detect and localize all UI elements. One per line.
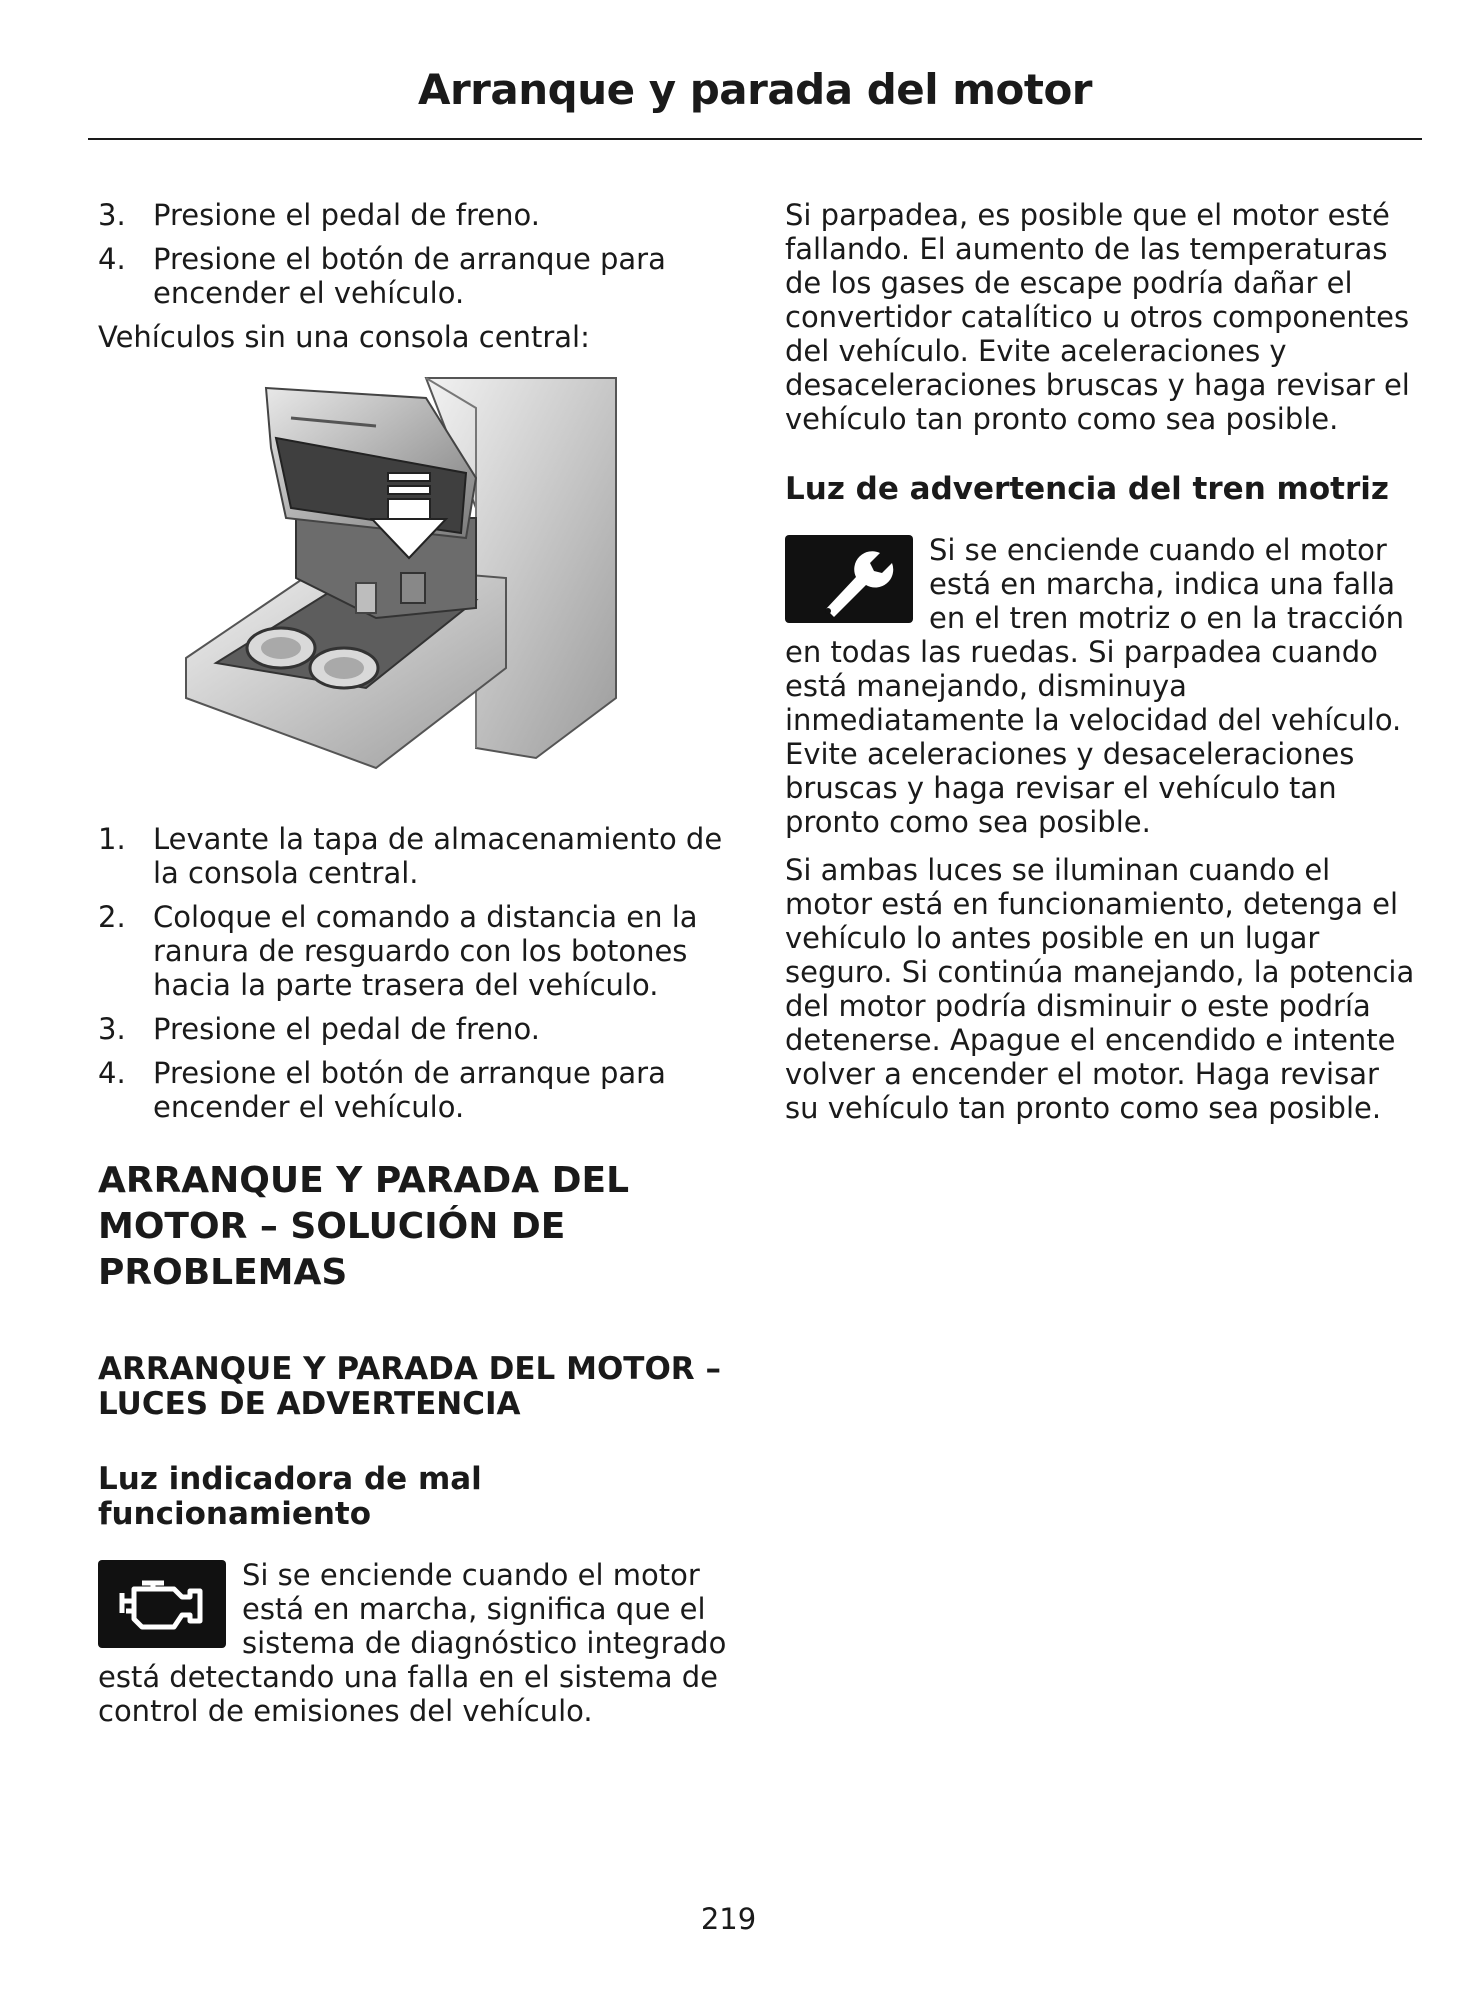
mil-text: Si se enciende cuando el motor está en marcha, significa que el sistema de diagnóstico integrado está detectando una falla en el sistema de control de emisiones del vehículo.: [98, 1558, 727, 1728]
no-console-note: Vehículos sin una consola central:: [98, 320, 590, 354]
subsection-heading: ARRANQUE Y PARADA DEL MOTOR – LUCES DE ADVERTENCIA: [98, 1351, 721, 1422]
steps-list-top: [98, 198, 728, 310]
page-header: [88, 62, 1422, 140]
list-item: 4. Presione el botón de arranque para encender el vehículo.: [98, 242, 666, 310]
left-column: [98, 198, 728, 1742]
section-heading: ARRANQUE Y PARADA DEL MOTOR – SOLUCIÓN DE PROBLEMAS: [98, 1160, 630, 1293]
mil-heading: Luz indicadora de mal funcionamiento: [98, 1461, 482, 1532]
page-title: Arranque y parada del motor: [417, 65, 1093, 114]
check-engine-icon: [98, 1560, 226, 1648]
both-lights-text: Si ambas luces se iluminan cuando el motor está en funcionamiento, detenga el vehículo lo antes posible en un lugar seguro. Si continúa manejando, la potencia del motor podría disminuir o este podría detenerse. Apague el encendido e intente volver a encender el motor. Haga revisar su vehículo tan pronto como sea posible.: [785, 853, 1415, 1125]
list-item: 2. Coloque el comando a distancia en la ranura de resguardo con los botones hacia la parte trasera del vehículo.: [98, 900, 698, 1002]
page-number: 219: [700, 1902, 757, 1936]
list-item: 4. Presione el botón de arranque para encender el vehículo.: [98, 1056, 666, 1124]
powertrain-heading: Luz de advertencia del tren motriz: [785, 471, 1389, 507]
mil-block: [98, 1558, 728, 1742]
steps-list-bottom: [98, 822, 728, 1124]
mil-continued-text: Si parpadea, es posible que el motor esté fallando. El aumento de las temperaturas de los gases de escape podría dañar el convertidor catalítico u otros componentes del vehículo. Evite aceleraciones y desaceleraciones bruscas y haga revisar el vehículo tan pronto como sea posible.: [785, 198, 1410, 436]
console-storage-illustration: [176, 368, 676, 788]
list-item: 3. Presione el pedal de freno.: [98, 198, 540, 232]
list-item: 3. Presione el pedal de freno.: [98, 1012, 540, 1046]
wrench-icon: [785, 535, 913, 623]
list-item: 1. Levante la tapa de almacenamiento de la consola central.: [98, 822, 723, 890]
powertrain-text: Si se enciende cuando el motor está en marcha, indica una falla en el tren motriz o en la tracción en todas las ruedas. Si parpadea cuando está manejando, disminuya inmediatamente la velocidad del vehículo. Evite aceleraciones y desaceleraciones bruscas y haga revisar el vehículo tan pronto como sea posible.: [785, 533, 1405, 839]
powertrain-block: [785, 533, 1417, 853]
right-column: [785, 198, 1417, 1139]
